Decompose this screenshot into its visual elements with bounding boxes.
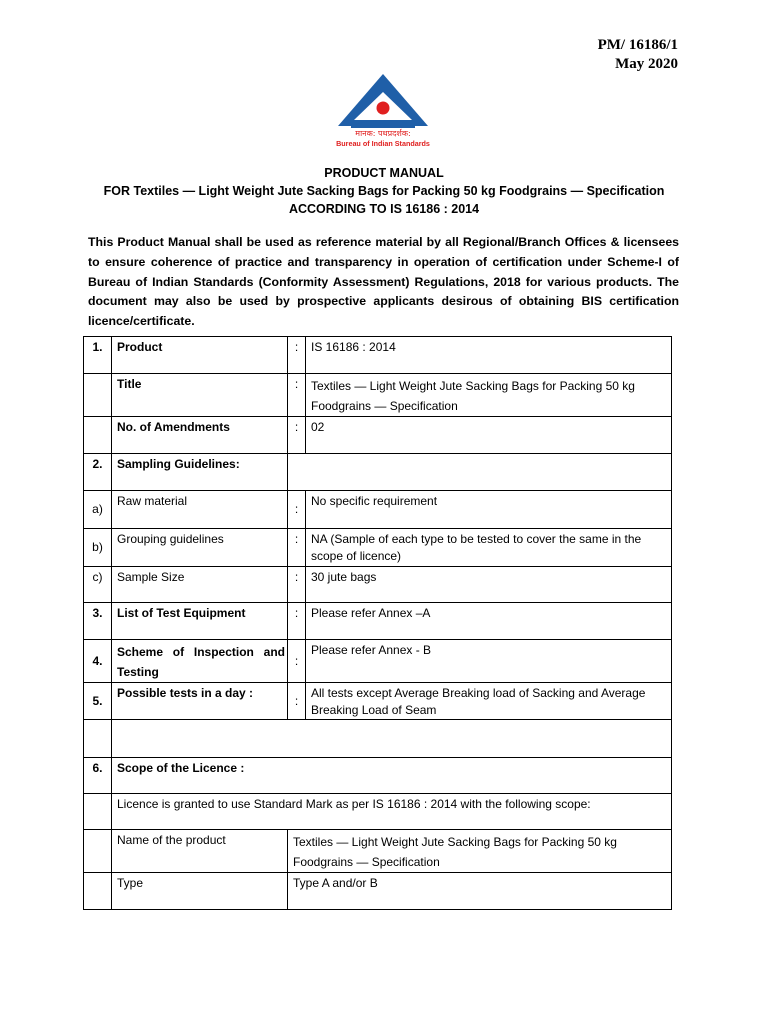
row-label: Scheme of Inspection and Testing bbox=[117, 645, 285, 679]
manual-heading: PRODUCT MANUAL bbox=[324, 166, 444, 180]
row-value: 02 bbox=[311, 420, 325, 434]
row-label: No. of Amendments bbox=[117, 420, 230, 434]
row-colon: : bbox=[294, 570, 299, 584]
row-label: Type bbox=[117, 876, 144, 890]
table-row bbox=[84, 794, 672, 830]
row-colon: : bbox=[294, 606, 299, 620]
table-row bbox=[84, 417, 672, 454]
row-value: All tests except Average Breaking load of Sacking and Average Breaking Load of Seam bbox=[311, 686, 646, 717]
bis-logo-icon bbox=[333, 70, 433, 170]
row-value: Textiles — Light Weight Jute Sacking Bags for Packing 50 kg Foodgrains — Specification bbox=[311, 379, 635, 413]
row-label: List of Test Equipment bbox=[117, 606, 246, 620]
row-colon: : bbox=[288, 640, 306, 683]
row-number: 2. bbox=[84, 454, 112, 491]
row-colon: : bbox=[288, 683, 306, 720]
row-colon: : bbox=[294, 420, 299, 434]
intro-paragraph: This Product Manual shall be used as reference material by all Regional/Branch Offices & licensees to ensure coherence of practice and transparency in operation of certification under Scheme-I of Bureau of Indian Standards (Conformity Assessment) Regulations, 2018 for various products. The document may also be used by prospective applicants desirous of obtaining BIS certification licence/certificate. bbox=[88, 235, 679, 329]
row-colon: : bbox=[294, 532, 299, 546]
table-row bbox=[84, 758, 672, 794]
table-row bbox=[84, 374, 672, 417]
row-label: Name of the product bbox=[117, 833, 226, 847]
bis-english-name: Bureau of Indian Standards bbox=[336, 139, 430, 148]
row-label: Product bbox=[117, 340, 163, 354]
row-number: 5. bbox=[84, 683, 112, 720]
row-colon: : bbox=[294, 340, 299, 354]
table-row bbox=[84, 529, 672, 567]
table-row bbox=[84, 567, 672, 603]
row-number: a) bbox=[84, 491, 112, 529]
row-number: 6. bbox=[84, 758, 112, 794]
row-value: IS 16186 : 2014 bbox=[311, 340, 396, 354]
manual-subject: FOR Textiles — Light Weight Jute Sacking Bags for Packing 50 kg Foodgrains — Specification bbox=[103, 184, 665, 198]
table-row bbox=[84, 720, 672, 758]
table-row bbox=[84, 873, 672, 910]
row-label: Scope of the Licence : bbox=[117, 761, 245, 775]
row-colon: : bbox=[294, 377, 299, 391]
row-value: Textiles — Light Weight Jute Sacking Bags for Packing 50 kg Foodgrains — Specification bbox=[293, 835, 617, 869]
row-value: 30 jute bags bbox=[311, 570, 377, 584]
table-row bbox=[84, 640, 672, 683]
document-reference bbox=[598, 36, 678, 74]
row-value: NA (Sample of each type to be tested to cover the same in the scope of licence) bbox=[311, 532, 642, 563]
scope-statement: Licence is granted to use Standard Mark as per IS 16186 : 2014 with the following scope: bbox=[117, 797, 591, 811]
row-value: Type A and/or B bbox=[293, 876, 378, 890]
row-number: 4. bbox=[84, 640, 112, 683]
bis-hindi-motto: मानक: पथप्रदर्शक: bbox=[355, 129, 411, 138]
product-manual-table bbox=[83, 336, 672, 910]
row-label: Sample Size bbox=[117, 570, 185, 584]
table-row bbox=[84, 830, 672, 873]
row-number: b) bbox=[84, 529, 112, 567]
row-value: No specific requirement bbox=[311, 494, 438, 508]
row-value: Please refer Annex - B bbox=[311, 643, 432, 657]
row-label: Raw material bbox=[117, 494, 188, 508]
doc-date: May 2020 bbox=[615, 56, 678, 72]
row-colon: : bbox=[288, 491, 306, 529]
row-label: Grouping guidelines bbox=[117, 532, 224, 546]
row-label: Title bbox=[117, 377, 142, 391]
doc-ref-number: PM/ 16186/1 bbox=[597, 37, 678, 53]
row-number: 1. bbox=[84, 337, 112, 374]
table-row bbox=[84, 683, 672, 720]
manual-standard: ACCORDING TO IS 16186 : 2014 bbox=[288, 202, 480, 216]
row-number: c) bbox=[84, 567, 112, 603]
row-label: Sampling Guidelines: bbox=[117, 457, 240, 471]
table-row bbox=[84, 491, 672, 529]
table-row bbox=[84, 454, 672, 491]
row-value: Please refer Annex –A bbox=[311, 606, 431, 620]
table-row bbox=[84, 337, 672, 374]
table-row bbox=[84, 603, 672, 640]
row-label: Possible tests in a day : bbox=[117, 686, 254, 700]
row-number: 3. bbox=[84, 603, 112, 640]
